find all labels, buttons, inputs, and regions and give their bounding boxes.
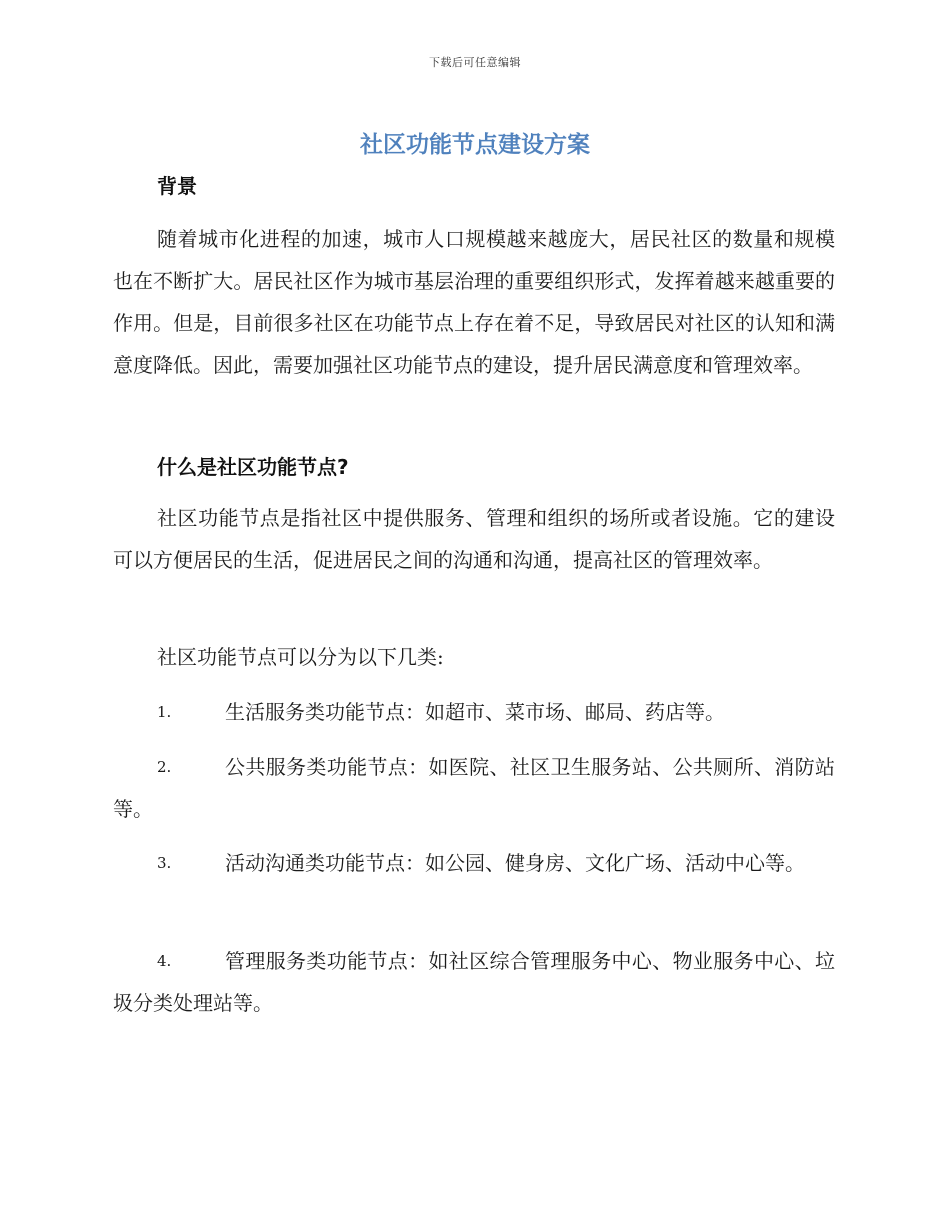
categories-intro: 社区功能节点可以分为以下几类: (157, 645, 444, 669)
definition-paragraph: 社区功能节点是指社区中提供服务、管理和组织的场所或者设施。它的建设可以方便居民的生活，促进居民之间的沟通和沟通，提高社区的管理效率。 (113, 506, 835, 572)
list-item-text: 活动沟通类功能节点：如公园、健身房、文化广场、活动中心等。 (225, 851, 805, 875)
list-item (113, 746, 835, 830)
document-title: 社区功能节点建设方案 (360, 132, 590, 158)
list-item (113, 842, 835, 884)
list-item-number: 3. (157, 854, 172, 872)
background-paragraph: 随着城市化进程的加速，城市人口规模越来越庞大，居民社区的数量和规模也在不断扩大。居民社区作为城市基层治理的重要组织形式，发挥着越来越重要的作用。但是，目前很多社区在功能节点上存在着不足，导致居民对社区的认知和满意度降低。因此，需要加强社区功能节点的建设，提升居民满意度和管理效率。 (113, 227, 835, 377)
list-item-text: 生活服务类功能节点：如超市、菜市场、邮局、药店等。 (225, 700, 725, 724)
list-item-number: 2. (157, 758, 172, 776)
list-item (113, 940, 835, 1024)
list-item (113, 691, 835, 733)
list-item-number: 1. (157, 703, 172, 721)
list-item-number: 4. (157, 952, 172, 970)
list-item-text: 公共服务类功能节点：如医院、社区卫生服务站、公共厕所、消防站等。 (113, 755, 835, 821)
page-header-note: 下载后可任意编辑 (429, 56, 521, 69)
list-item-text: 管理服务类功能节点：如社区综合管理服务中心、物业服务中心、垃圾分类处理站等。 (113, 949, 835, 1015)
section-heading-background: 背景 (157, 174, 197, 198)
section-heading-definition: 什么是社区功能节点? (157, 455, 349, 479)
